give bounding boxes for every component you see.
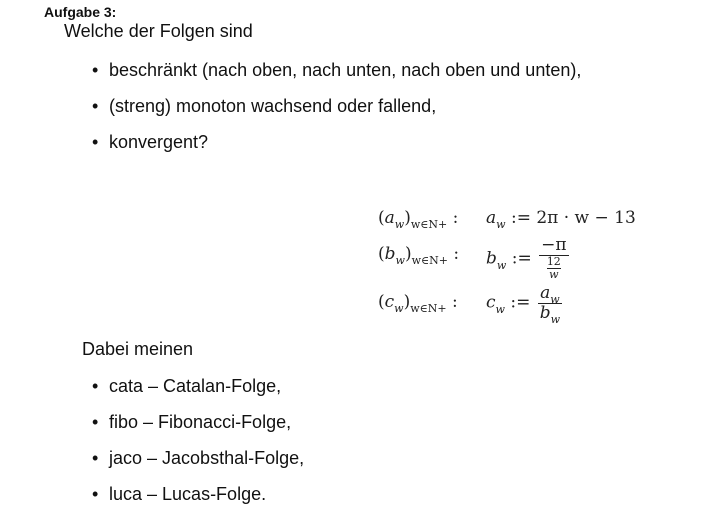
meaning-item: • fibo – Fibonacci-Folge,	[92, 410, 304, 446]
meaning-intro: Dabei meinen	[82, 339, 194, 359]
meaning-list	[92, 374, 304, 518]
criteria-item: • (streng) monoton wachsend oder fallend,	[92, 94, 581, 130]
criteria-list	[92, 58, 581, 166]
fraction-c: $\frac{a_w}{b_w}$	[539, 283, 561, 326]
criteria-item: • konvergent?	[92, 130, 581, 166]
sequence-c-definition: $c_w$ := $\frac{a_w}{b_w}$	[486, 283, 561, 326]
sequence-b-definition: $b_w$ := $\frac{-\pi}{\frac{12}{w}}$	[486, 235, 567, 281]
exercise-heading: Aufgabe 3:	[44, 4, 117, 20]
meaning-item: • jaco – Jacobsthal-Folge,	[92, 446, 304, 482]
sequence-c-name: $(c_w)_{w\in N+}$ :	[378, 292, 458, 315]
sequence-a-name: $(a_w)_{w\in N+}$ :	[378, 208, 459, 231]
sequence-a-definition: $a_w$ := 2π · w − 13	[486, 208, 636, 231]
sequence-b-name: $(b_w)_{w\in N+}$ :	[378, 244, 460, 267]
criteria-item: • beschränkt (nach oben, nach unten, nach oben und unten),	[92, 58, 581, 94]
meaning-item: • cata – Catalan-Folge,	[92, 374, 304, 410]
fraction-b: $\frac{-\pi}{\frac{12}{w}}$	[541, 235, 567, 281]
exercise-question: Welche der Folgen sind	[64, 21, 253, 41]
meaning-item: • luca – Lucas-Folge.	[92, 482, 304, 518]
